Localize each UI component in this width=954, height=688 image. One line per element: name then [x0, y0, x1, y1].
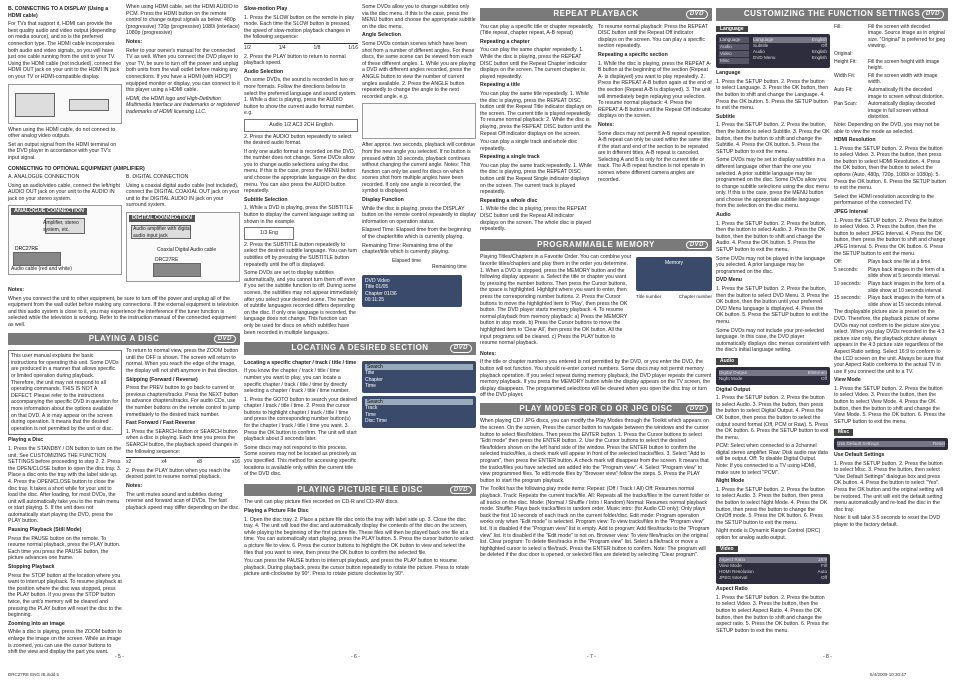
- hdmi-res-title: HDMI Resolution: [834, 137, 876, 144]
- ff-text: 1. Press the SEARCH button or SEARCH button when a disc is playing. Each time you press the SEARCH button, the playback speed changes in the following sequence:: [126, 428, 238, 455]
- night-mode-note: Night mode is Dynamic Range Control (DRC) option for analog audio output.: [716, 528, 821, 541]
- video-menu: Aspect Ratio 16:9 View Mode Fill HDMI Resolution Auto JPEG Interval Off: [716, 554, 830, 584]
- view-mode-title: View Mode: [834, 377, 861, 384]
- digital-diagram: [126, 212, 240, 282]
- play-disc-text: 1. Press the STANDBY / ON button to turn on the unit. See CUSTOMIZING THE FUNCTION SETTINGS before proceeding to step 2. 2. Press the OPEN/CLOSE button to open the disc tray. 3. Place a disc onto the tray with the label side up. 4. Press the OPEN/CLOSE button to close the disc tray. It takes a short while for your unit to load the disc. After loading, for most DVDs, the unit will automatically take you to the main menu or start playing. 5. If the unit does not automatically start playing the DVD, press the PLAY button.: [8, 445, 122, 525]
- view-mode-note: Note: Depending on the DVD, you may not be able to view the mode as selected.: [834, 121, 940, 135]
- search-osd-2: Search Track Time Disc Time: [362, 396, 476, 428]
- stop-text: Press the STOP button at the location where you want to interrupt playback. To resume playback at the position where the disc was stopped, press the PLAY button. If you press the STOP button twice, the unit's memory will be cleared and pressing the PLAY button will reset the disc to the beginning.: [8, 572, 122, 619]
- pause-title: Pausing Playback (Still Mode): [8, 527, 82, 534]
- repeat-chapter-title: Repeating a chapter: [480, 38, 530, 45]
- display-text: While the disc is playing, press the DISPLAY button on the remote control repeatedly to display information on operation status.: [362, 205, 476, 225]
- dvd-menu-note: Some DVDs may not include your pre-selected language. In this case, the DVD player automatically displays disc menus consistent with the disc's initial language setting.: [716, 327, 830, 354]
- subtitle-sel-text: 1. While a DVD is playing, press the SUBTITLE button to display the current language setting as shown in the example.: [244, 205, 355, 225]
- aspect-title: Aspect Ratio: [716, 586, 748, 593]
- subtitle-menu-note: Some DVDs allow you to change subtitles only via the disc menu. If this is the case, press the MENU button and choose the appropriate subtitle on the disc menu.: [362, 4, 476, 30]
- digital-output-options: PCM: Select when connected to a 2channel digital stereo amplifier. Raw: Disk audio raw data will be output. Off: To disable Digital Output. Note: If you connected to a TV using HDMI, make sure to select "PCM".: [716, 443, 828, 476]
- audio-sel-title: Audio Selection: [244, 68, 284, 75]
- dvd-logo-icon: DVD: [686, 10, 708, 19]
- hdmi-connect-text: For TVs that support it, HDMI can provide the best quality audio and video output (depending on media source), and so is the preferred connection type. The HDMI cable incorporates both audio and video signals, so you will have just one cable running from the unit to your TV. Using the HDMI cable (not included), connect the HDMI OUT jack on your unit to the HDMI IN jack on your TV or HDMI-compatible display.: [8, 21, 122, 80]
- audio-sel-text: On some DVDs, the sound is recorded in two or more formats. Follow the directions below to select the preferred language and sound system. 1. While a disc is playing, press the AUDIO button to show the current audio format number. e.g.: [244, 77, 357, 117]
- hdmi-trademark: HDMI, the HDMI logo and High-Definition Multimedia Interface are trademarks or registered trademarks of HDMI licensing LLC.: [126, 95, 240, 115]
- amp-label: Amplifier, stereo system, etc.: [43, 220, 79, 234]
- cd-jpg-header: PLAY MODES FOR CD OR JPG DISC DVD: [480, 403, 712, 416]
- repeat-track-text: You can play the same track repeatedly. 1. While the disc is playing, press the REPEAT DISC button until the Repeat Single indicator displays on the screen. The current track is played repeatedly.: [480, 162, 592, 196]
- slow-after: 2. Press the PLAY button to return to normal playback speed.: [244, 53, 346, 67]
- slow-text: 1. Press the SLOW button on the remote in play mode. Each time the SLOW button is pressed, the speed of slow-motion playback changes in the following sequence:: [244, 14, 355, 41]
- audio-tag: Audio: [716, 358, 738, 365]
- page-number-5: - 5 -: [115, 654, 124, 660]
- ff-after: 2. Press the PLAY button when you reach the desired point to resume normal playback.: [126, 467, 231, 481]
- print-date: 6/4/2009 10:30:47: [870, 672, 907, 677]
- picture-intro: The unit can play picture files recorded on CD-R and CD-RW discs.: [244, 499, 399, 506]
- page-7: [480, 4, 712, 561]
- programmable-header: PROGRAMMABLE MEMORY DVD: [480, 239, 712, 252]
- page-6: [244, 4, 476, 580]
- analog-text: Using an audio/video cable, connect the left/right AUDIO OUT jack on your unit to the AUDIO IN jack on your stereo system.: [8, 182, 120, 202]
- repeat-disc-title: Repeating a whole disc: [480, 197, 538, 204]
- page-number-8: - 8 -: [823, 654, 832, 660]
- default-text: 1. Press the SETUP button. 2. Press the button to select Misc. 3. Press the button, then select "Use Default Settings" dialogue box and press OK button. 4. Press the button to select "Yes". Press the OK button and the original setting will be restored. The unit will exit the default setting menu automatically and re-load the disc in the disc tray.: [834, 460, 943, 513]
- slow-title: Slow-motion Play: [244, 6, 288, 12]
- page-5: [8, 4, 240, 658]
- angle-text: Some DVDs contain scenes which have been shot from a number of different angles. For these discs, the same scene can be viewed from each of these different angles. 1. While you are playing a DVD with different angles recorded, press the ANGLE button to view the number of current angles available. 2. Press the ANGLE button repeatedly to change the angle to the next recorded angle. e.g.: [362, 40, 476, 100]
- optional-equipment-title: CONNECTING TO OPTIONAL EQUIPMENT (AMPLIFIER): [8, 165, 145, 172]
- pause-text: Press the PAUSE button on the remote. To resume normal playback, press the PLAY button. Each time you press the PAUSE button, the picture advances one frame.: [8, 535, 121, 562]
- custom-settings-header: CUSTOMIZING THE FUNCTION SETTINGS DVD: [716, 8, 948, 21]
- locating-header: LOCATING A DESIRED SECTION DVD: [244, 342, 476, 355]
- dvd-logo-icon: DVD: [450, 486, 472, 495]
- repeat-resume-text: To resume normal playback: Press the REPEAT DISC button until the Repeat Off indicator displays on the screen. You can play a specific section repeatedly.: [598, 23, 708, 50]
- amp2-label: Audio amplifier with digital audio input jack: [133, 226, 191, 239]
- locate-text: If you know the chapter / track / title / time number you want to play, you can locate a specific chapter / track / title / time by directly selecting a chapter / track / title / time number.: [244, 368, 350, 395]
- digital-title: B. DIGITAL CONNECTION: [126, 174, 189, 181]
- audio-osd: Audio 1/2 AC3 2CH English: [244, 119, 358, 132]
- digital-text: Using a coaxial digital audio cable (not included), connect the DIGITAL COAXIAL OUT jack on your unit to the DIGITAL AUDIO IN jack on your surround system.: [126, 182, 240, 209]
- print-file-name: DRC27RE ENG IB.indd 5: [8, 672, 60, 677]
- audio-lang-title: Audio: [716, 212, 731, 219]
- dvd-menu-title: DVD Menu: [716, 277, 742, 284]
- audio-notes: If only one audio format is recorded on the DVD, the number does not change. Some DVDs allow you to change audio selections using the disc menu. If this is the case, press the MENU button and choose the appropriate language on the disc menu. You can also press the AUDIO button repeatedly.: [244, 148, 357, 195]
- subtitle-notes: Some DVDs may be set to display subtitles in a different language other than the one you selected. A prior subtitle language may be programmed on the disc. Some DVDs allow you to change subtitle selections using the disc menu only. If this is the case, press the MENU button and choose the appropriate subtitle language from the selection on the disc menu.: [716, 157, 829, 210]
- view-mode-table: Fill: Fill the screen with decoded image. Source image as in original size. "Original" is preferred for jpeg viewing. Original: Height Fit: Fill the screen height with image height. Width Fit: Fill the screen width with image width. Auto Fit: Automatically fit the decoded image to screen without distortion. Pan Scan: Automatically display decoded image in full screen without distortion.: [834, 23, 946, 121]
- zoom-return-text: To return to normal view, press the ZOOM button until the OFF is shown. The screen will return to normal. When you reach the edge of the image, the display will not shift anymore in that direction.: [126, 348, 239, 374]
- aspect-text: 1. Press the SETUP button. 2. Press the button to select Video. 3. Press the button, then the button to select Aspect Ratio. 4. Press the OK button, then the button to shift and change the aspect ratio. 5. Press the OK button. 6. Press the SETUP button to exit the menu.: [716, 594, 829, 634]
- ff-notes-title: Notes:: [126, 482, 143, 489]
- cd-jpg-text: When playing CD / JPG discs, you can modify the Play Modes through the Toolkit which appears on the screen. On the screen, Press the cursor button to navigate between the windows and the cursor button to select files/folders. Then press the ENTER button. 1. Press the Cursor buttons to select "Edit mode" then press the ENTER button. 2. Use the Cursor buttons to select the desired files/folders shown on the left hand side of the window. Press the ENTER button to confirm the selected tracks/files, a check mark will appear in front of the selected tracks/files. 3. Select "Add to program", then press the ENTER button. A check mark will disappear from the screen. It means that the tracks/files you have selected are added into the "Program view". 4. Select "Program view" to view programmed files. To edit mode files by "Browser view" follow the steps. 5. Press the PLAY button to start the program playback.: [480, 418, 709, 484]
- angle-notes: After approx. two seconds, playback will continue from the new angle you selected. If no button is pressed within 10 seconds, playback continues without changing the current angle. Notes: This function can only be used for discs on which scenes shot from multiple angles have been recorded. If only one angle is recorded, the symbol is displayed.: [362, 142, 476, 195]
- dvd-osd: DVD Video Title 01/05 Chapter 01/36 00:11:25: [362, 275, 462, 307]
- hdmi-note-1: When using the HDMI cable, do not connect to other analog video outputs.: [8, 126, 116, 140]
- language-menu: Language Audio Video Misc Language English Subtitle Off Audio English DVD Menu English: [716, 34, 830, 68]
- ff-title: Fast Forward / Fast Reverse: [126, 420, 196, 427]
- view-mode-text: 1. Press the SETUP button. 2. Press the button to select Video. 3. Press the button, then the button to select View Mode. 4. Press the OK button, then the button to shift and change the View Mode. 5. Press the OK button. 6. Press the SETUP button to exit the menu.: [834, 385, 946, 425]
- ff-notes: The unit mutes sound and subtitles during reverse and forward scan of DVDs. The fast playback speed may differ depending on the disc.: [126, 491, 240, 511]
- zoom-text: While a disc is playing, press the ZOOM button to enlarge the image on the screen. While an image is zoomed, you can use the cursor buttons to shift the view and display the part you want.: [8, 629, 122, 656]
- locate-title: Locating a specific chapter / track / title / time: [244, 359, 357, 366]
- misc-menu: Use Default Settings Reset: [834, 438, 948, 450]
- zoom-title: Zooming into an image: [8, 620, 65, 627]
- picture-notes: You can press the PAUSE button to interrupt playback, and press the PLAY button to resume playback. During playback, press the cursor button repeatedly to rotate the picture. Press to rotate picture anti-clockwise by 90°. Press to rotate picture clockwise by 90°.: [244, 558, 469, 578]
- subtitle-title: Subtitle: [716, 113, 736, 120]
- audio-cable-label: Audio cable (red and white): [11, 266, 72, 273]
- video-tag: Video: [716, 546, 738, 553]
- digital-tag: DIGITAL CONNECTION: [129, 215, 195, 222]
- conn-notes: When you connect the unit to other equipment, be sure to turn off the power and unplug all of the equipment from the wall outlet before making any connections. If the external equipment is television and this audio system is close to it, you may experience the interference if the tuner function is selected while the television is working. Refer to the instruction manual of the connected equipment as well.: [8, 295, 239, 329]
- hdmi-notes: Refer to your owner's manual for the connected TV as well. When you connect the DVD player to your TV, be sure to turn off the power and unplug both units from the wall outlet before making any connections. If you have a HDMI (with HDCP) equipped monitor or display, you can connect to it this player using a HDMI cable.: [126, 47, 240, 94]
- locate-notes: Some discs may not respond to this process. Some scenes may not be located as precisely as you specified. This method for accessing specific locations is available only within the current title of the DVD disc.: [244, 444, 357, 478]
- hdmi-connect-title: B. CONNECTING TO A DISPLAY (Using a HDMI cable): [8, 6, 109, 19]
- program-notes: If the title or chapter numbers you entered is not permitted by the DVD, or you enter the DVD, the button will not function. You should re-enter correct numbers. Some discs may not permit memory playback operation. If you select repeat during memory playback, the DVD player repeats the current memory playback. If you press the MEMORY button while the display appears on the TV screen, the display disappears. The programmed selections will be cleared when you open the disc tray or turn off the DVD player.: [480, 359, 712, 399]
- model-label-2: DRC27RE: [155, 257, 179, 264]
- picture-title: Playing a Picture File Disc: [244, 508, 309, 514]
- angle-diagram: [362, 103, 476, 139]
- picture-file-header: PLAYING PICTURE FILE DISC DVD: [244, 484, 476, 497]
- lang-title: Language: [716, 70, 741, 77]
- intro-box: This user manual explains the basic instructions for operating this unit. Some DVDs are produced in a manner that allows specific or limited operation during playback. Therefore, the unit may not respond to all operating commands. THIS IS NOT A DEFECT. Please refer to the instructions accompanying the specific DVD in question for more information about the options available on that DVD. A ⊘ may appear on the screen during operation. It means that the desired operation is not permitted by the unit or disc.: [8, 350, 122, 435]
- remaining-label: Remaining time: [432, 263, 467, 270]
- misc-tag: Misc: [834, 429, 853, 436]
- repeat-ab-text: 1. While the disc is playing, press the REPEAT A-B button at the beginning of the section (Repeat A- is displayed) you want to play repeatedly. 2. Press the REPEAT A-B button again at the end of the section (Repeat A-B is displayed). 3. The unit will immediately begin replaying your selection. To resume normal playback: 4. Press the REPEAT A-B button until the Repeat Off indicator displays on the screen.: [598, 60, 712, 120]
- language-tag: Language: [716, 26, 748, 33]
- elapsed-label: Elapsed time: [392, 257, 421, 264]
- hdmi-audio-text: When using HDMI cable, set the HDMI AUDIO to PCM. Press the HDMI button on the remote control to change output signals as below: 480p (progressive) 720p (progressive) 1080i (interlace) 1080p (progressive): [126, 4, 240, 37]
- hdmi-res-note: Select the HDMI resolution according to the performance of the connected TV.: [834, 193, 935, 207]
- dvd-logo-icon: DVD: [922, 10, 944, 19]
- night-mode-text: 1. Press the SETUP button. 2. Press the button to select Audio. 3. Press the button, then press the button to select Night Mode. 4. Press the OK button, then press the button to change the On/Off mode. 5. Press the OK button. 6. Press the SETUP button to exit the menu.: [716, 486, 828, 526]
- repeat-intro: You can play a specific title or chapter repeatedly. (Title repeat, chapter repeat, A-B repeat): [480, 23, 594, 37]
- digital-output-text: 1. Press the SETUP button. 2. Press the button to select Audio. 3. Press the button, then press the button to select Digital Output. 4. Press the OK button, then press the button to select the output sound format (Off, PCM or Raw). 5. Press the OK button. 6. Press the SETUP button to exit the menu.: [716, 395, 829, 441]
- audio-lang-note: Some DVDs may not be played in the language you selected. A prior language may be programmed on the disc.: [716, 255, 826, 275]
- display-diagram: [362, 258, 476, 310]
- dvd-logo-icon: DVD: [450, 344, 472, 353]
- repeat-title-title: Repeating a title: [480, 82, 521, 89]
- jpeg-options-table: Off: Plays back one file at a time. 5 seconds: Plays back images in the form of a slide show at 5 seconds interval. 10 seconds: Plays back images in the form of a slide show at 10 seconds interval. 15 seconds: Plays back images in the form of a slide show at 15 seconds interval.: [834, 259, 945, 308]
- repeat-ab-title: Repeating a specific section: [598, 51, 668, 58]
- subtitle-sel-title: Subtitle Selection: [244, 196, 288, 203]
- hdmi-note-2: Set an output signal from the HDMI terminal on the DVD player in accordance with your TV's input signal.: [8, 141, 117, 161]
- analog-title: A. ANALOGUE CONNECTION: [8, 174, 80, 181]
- stop-title: Stopping Playback: [8, 564, 55, 571]
- audio-lang-text: 1. Press the SETUP button. 2. Press the button, then the button to select Audio. 3. Press the OK button, then the button to shift and change the Audio. 4. Press the OK button. 5. Press the SETUP button to exit the menu.: [716, 220, 827, 254]
- jpeg-interval-title: JPEG Interval: [834, 209, 868, 216]
- jpeg-interval-text: 1. Press the SETUP button. 2. Press the button to select Video. 3. Press the button, then the button to select JPEG Interval. 4. Press the OK button, then press the button to shift and change JPEG Interval. 5. Press the OK button. 6. Press the SETUP button to exit the menu.: [834, 217, 946, 257]
- angle-title: Angle Selection: [362, 32, 401, 39]
- coax-label: Coaxial Digital Audio cable: [157, 247, 217, 254]
- subtitle-osd: 1/3 Eng: [244, 227, 294, 240]
- hdmi-notes-title: Notes:: [126, 38, 143, 45]
- memory-osd: Memory: [636, 257, 712, 291]
- toolkit-text: The Toolkit has the following play mode items: Repeat: (Off / Track / All) Off: Resumes normal playback. Track: Repeats the current track/file. All: Repeats all the tracks/files in the current folder or all tracks on the disc. Mode: (Normal / Shuffle / Intro / Random) Normal: Resumes normal playback mode. Shuffle: Plays back tracks/files in random order. Music intro: (for Audio CD only): Only plays back the first 10 seconds of each track on the current folder/disc. Edit mode: Program operation works only when "Edit mode" is selected. Program view: To view tracks/files in the "Program view" list. It is disabled if the "Program view" list is empty. Add to program: Add files/tracks to the "Program view" list. It is disabled if the "Edit mode" is not on. Browser view: To view files/tracks on the original list. Clear program: To delete files/tracks in the "Program view" list. Select a file/track or move a highlighted cursor to select a file/track. Press the ENTER button to confirm. Note: The program will be deleted if the disc door is opened, or selected files are deleted by selecting "Clear program".: [480, 486, 710, 559]
- chapter-number-label: Chapter number: [678, 294, 712, 300]
- picture-steps: 1. Open the disc tray. 2. Place a picture file disc onto the tray with label side up. 3. Close the disc tray. 4. The unit will load the disc and automatically display the contents of the disc on the screen, while playing the beginning of the first picture file. These files will then be played back one file at a time. You can automatically start playing, press the PLAY button. 5. Press the cursor button to select a picture file to view. 6. Press the cursor buttons to highlight the OK button to view and select the files that you want to view, then press the OK button to confirm the selected file.: [244, 516, 474, 556]
- dvd-logo-icon: DVD: [686, 405, 708, 414]
- analog-diagram: [8, 205, 122, 275]
- skip-text: Press the PREV button to go back to current or previous chapters/tracks. Press the NEXT button to advance chapters/tracks. For audio CDs, use the number buttons on the remote control to jump immediately to the desired track number.: [126, 385, 240, 418]
- audio-step2: 2. Press the AUDIO button repeatedly to select the desired audio format.: [244, 133, 352, 147]
- repeat-disc-text: 1. While the disc is playing, press the REPEAT DISC button until the Repeat All indicator displays on the screen. The whole disc is played repeatedly.: [480, 206, 591, 233]
- audio-menu: Digital Output Bitstream Night Mode Off: [716, 367, 830, 385]
- dvd-logo-icon: DVD: [214, 335, 236, 344]
- page-number-6: - 6 -: [351, 654, 360, 660]
- slow-sequence: 1/2 1/4 1/8 1/16: [244, 44, 358, 51]
- program-intro: Playing Titles/Chapters in a Favorite Order. You can combine your favorite titles/chapters and play them in the order you determine. 1. When a DVD is stopped, press the MEMORY button and the following display appears: a. Select the title or chapter you want by pressing the number buttons. Then press the Cursor buttons, the space is highlighted. Highlight where you want to enter, then press the corresponding number buttons. 2. Press the Cursor buttons to move the highlighted item to 'Play', then press the OK button. The DVD player starts memory playback. 4. To resume normal playback from memory playback: a) Press the MEMORY button in stop mode. b) Press the Cursor buttons to move the highlighted item to 'Clear All', then press the OK button. All the input programs will be cleared. c) Press the PLAY button to resume normal playback.: [480, 254, 632, 347]
- conn-notes-title: Notes:: [8, 287, 25, 294]
- page-number-7: - 7 -: [587, 654, 596, 660]
- title-number-label: Title number: [636, 294, 662, 300]
- model-label: DRC27RE: [15, 246, 39, 253]
- repeat-ab-notes: Some discs may not permit A-B repeat operation. A-B repeat can only be used within the same title: if the start and end of the section to be repeated are in different titles, A-B repeat is canceled. Selecting A and B is only for the current title or track. The A-B repeat function is not operate in scenes where different camera angles are recorded.: [598, 130, 712, 183]
- subtitle-text: 1. Press the SETUP button. 2. Press the button, then the button to select Subtitle. 3. Press the OK button, then the button to shift and change the Subtitle. 4. Press the OK button. 5. Press the SETUP button to exit the menu.: [716, 122, 830, 155]
- hdmi-res-text: 1. Press the SETUP button. 2. Press the button to select Video. 3. Press the button, then press the button to select HDMI Resolution. 4. Press the OK button, then the button to select the options (Auto, 480p, 720p, 1080i or 1080p). 5. Press the OK button. 6. Press the SETUP button to exit the menu.: [834, 145, 946, 192]
- locate-steps: 1. Press the GOTO button to search your desired chapter / track / title / time. 2. Press the cursor buttons to highlight chapter / track / title / time and press the corresponding number button(s) for the chapter / track / title / time you want. 3. Press the OK button to confirm. The unit will start playback about 3 seconds later.: [244, 396, 357, 443]
- search-osd-1: Search Title Chapter Time: [362, 361, 476, 393]
- ff-sequence: x2 x4 x8 x16: [126, 459, 240, 466]
- remaining-text: Remaining Time: Remaining time of the chapter/title which is currently playing.: [362, 242, 453, 256]
- subtitle-step2: 2. Press the SUBTITLE button repeatedly to select the desired subtitle language. You can turn subtitles off by pressing the SUBTITLE button repeatedly until the off is displayed.: [244, 241, 358, 268]
- dvd-menu-text: 1. Press the SETUP button. 2. Press the button, then the button to select DVD Menu. 3. Press the OK button, then the button until your preferred DVD Menu language is displayed. 4. Press the OK button. 5. Press the SETUP button to exit the menu.: [716, 286, 829, 325]
- repeat-title-text: You can play the same title repeatedly. 1. While the disc is playing, press the REPEAT DISC button until the Repeat Title indicator displays on the screen. The current title is played repeatedly. To resume normal playback: 2. While the disc is playing, press the REPEAT DISC button until the Repeat Off indicator displays on the screen.: [480, 90, 592, 137]
- night-mode-title: Night Mode: [716, 478, 745, 485]
- digital-output-title: Digital Output: [716, 386, 751, 393]
- lang-text: 1. Press the SETUP button. 2. Press the button to select Language. 3. Press the OK button, then the button to shift and change the Language. 4. Press the OK button. 5. Press the SETUP button to exit the menu.: [716, 78, 829, 112]
- hdmi-diagram: [8, 84, 122, 124]
- playing-disc-header: PLAYING A DISC DVD: [8, 333, 240, 346]
- page-8: [716, 4, 948, 636]
- subtitle-notes: Some DVDs are set to display subtitles automatically, and you cannot turn them off even if you set the subtitle function to off. During some scenes, the subtitles may not appear immediately after you select your desired scene. The number of subtitle languages recorded differs depending on the disc. If only one language is recorded, the language does not change. This function can only be used for discs on which subtitles have been recorded in multiple languages.: [244, 270, 358, 336]
- aspect-notes: The displayable picture size is preset on the DVD. Therefore, the playback picture of some DVDs may not conform to the picture size you select. When you play DVDs recorded in the 4:3 picture size only, the playback picture always appears in the 4:3 picture size regardless of the Aspect Ratio setting. Select 16:9 to conform to the LCD screen on the unit. Always be sure that your Aspect Ratio conforms to the actual TV in use if you connect the unit to a TV.: [834, 309, 945, 375]
- repeat-track-title: Repeating a single track: [480, 154, 540, 161]
- default-note: Note: It will take 3-5 seconds to reset the DVD player to the factory default.: [834, 515, 941, 528]
- default-title: Use Default Settings: [834, 452, 885, 459]
- skip-title: Skipping (Forward / Reverse): [126, 376, 198, 383]
- program-notes-title: Notes:: [480, 350, 497, 357]
- repeat-header: REPEAT PLAYBACK DVD: [480, 8, 712, 21]
- dvd-logo-icon: DVD: [686, 241, 708, 250]
- analog-tag: ANALOGUE CONNECTION: [11, 208, 87, 215]
- display-title: Display Function: [362, 197, 404, 204]
- repeat-chapter-text: You can play the same chapter repeatedly. 1. While the disc is playing, press the REPEAT DISC button until the Repeat Chapter indicator displays on the screen. The current chapter is played repeatedly.: [480, 47, 587, 80]
- elapsed-text: Elapsed Time: Elapsed time from the beginning of the chapter/title which is currently playing.: [362, 227, 471, 241]
- play-disc-title: Playing a Disc: [8, 437, 44, 444]
- repeat-track-intro: You can play a single track and whole disc repeatedly.: [480, 139, 578, 152]
- repeat-notes-title: Notes:: [598, 121, 615, 128]
